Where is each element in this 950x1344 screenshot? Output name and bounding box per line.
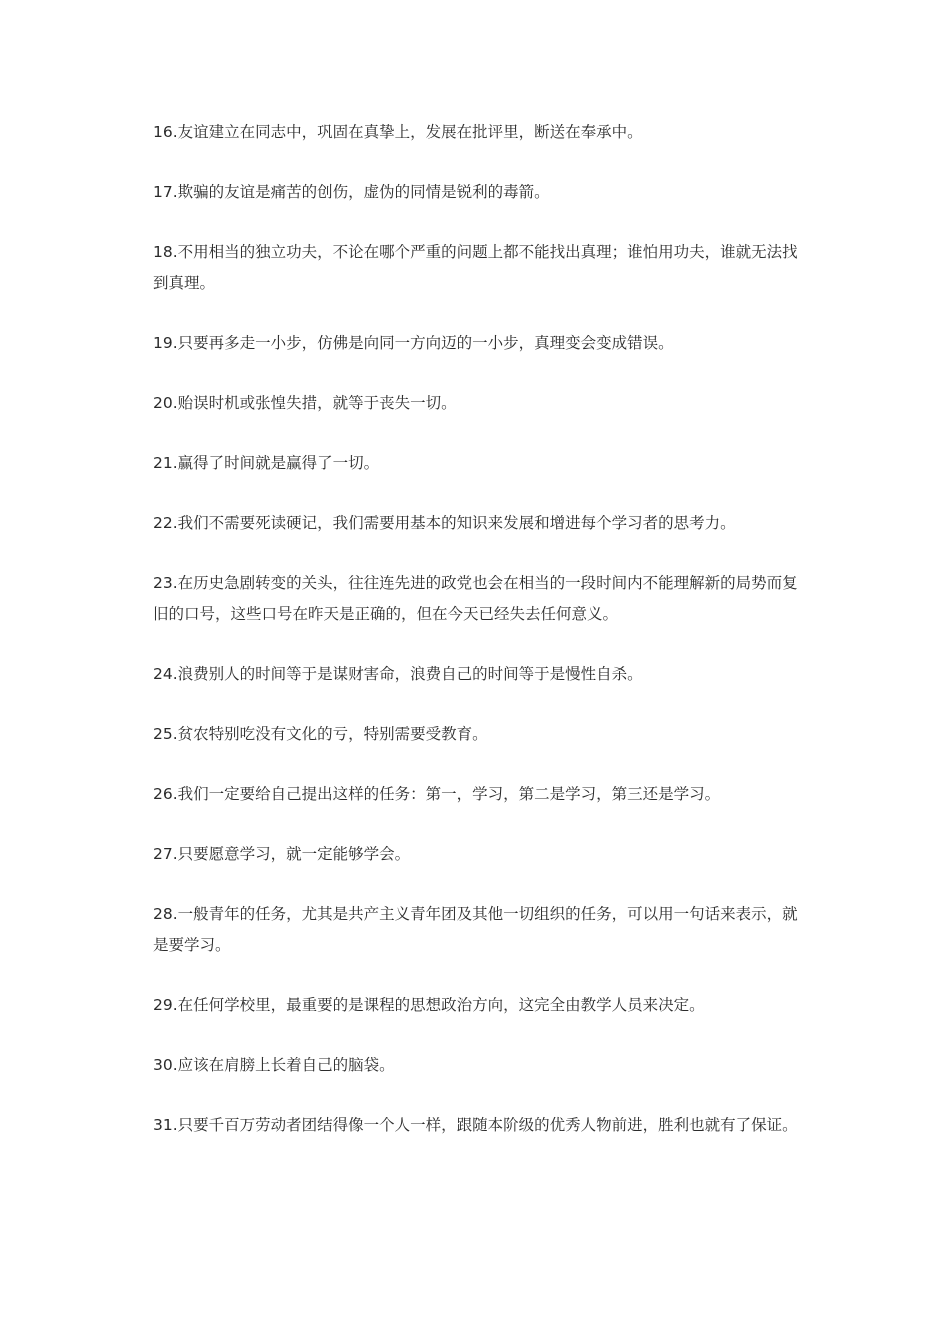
quote-paragraph: 25.贫农特别吃没有文化的亏，特别需要受教育。 bbox=[153, 725, 488, 743]
quote-paragraph: 26.我们一定要给自己提出这样的任务：第一，学习，第二是学习，第三还是学习。 bbox=[153, 785, 721, 803]
quote-paragraph: 17.欺骗的友谊是痛苦的创伤，虚伪的同情是锐利的毒箭。 bbox=[153, 183, 550, 201]
quote-paragraph: 21.赢得了时间就是赢得了一切。 bbox=[153, 454, 380, 472]
quote-paragraph: 30.应该在肩膀上长着自己的脑袋。 bbox=[153, 1056, 395, 1074]
quote-paragraph: 19.只要再多走一小步，仿佛是向同一方向迈的一小步，真理变会变成错误。 bbox=[153, 334, 674, 352]
quote-paragraph: 24.浪费别人的时间等于是谋财害命，浪费自己的时间等于是慢性自杀。 bbox=[153, 665, 643, 683]
quote-paragraph: 16.友谊建立在同志中，巩固在真挚上，发展在批评里，断送在奉承中。 bbox=[153, 123, 643, 141]
quote-paragraph: 29.在任何学校里，最重要的是课程的思想政治方向，这完全由教学人员来决定。 bbox=[153, 996, 705, 1014]
quote-paragraph: 27.只要愿意学习，就一定能够学会。 bbox=[153, 845, 411, 863]
quote-paragraph: 23.在历史急剧转变的关头，往往连先进的政党也会在相当的一段时间内不能理解新的局势而复旧的口号，这些口号在昨天是正确的，但在今天已经失去任何意义。 bbox=[153, 574, 798, 623]
quote-list bbox=[153, 117, 801, 1170]
quote-paragraph: 18.不用相当的独立功夫，不论在哪个严重的问题上都不能找出真理；谁怕用功夫，谁就无法找到真理。 bbox=[153, 243, 798, 292]
quote-paragraph: 28.一般青年的任务，尤其是共产主义青年团及其他一切组织的任务，可以用一句话来表示，就是要学习。 bbox=[153, 905, 798, 954]
quote-paragraph: 20.贻误时机或张惶失措，就等于丧失一切。 bbox=[153, 394, 457, 412]
quote-paragraph: 31.只要千百万劳动者团结得像一个人一样，跟随本阶级的优秀人物前进，胜利也就有了保证。 bbox=[153, 1116, 798, 1134]
quote-paragraph: 22.我们不需要死读硬记，我们需要用基本的知识来发展和增进每个学习者的思考力。 bbox=[153, 514, 736, 532]
